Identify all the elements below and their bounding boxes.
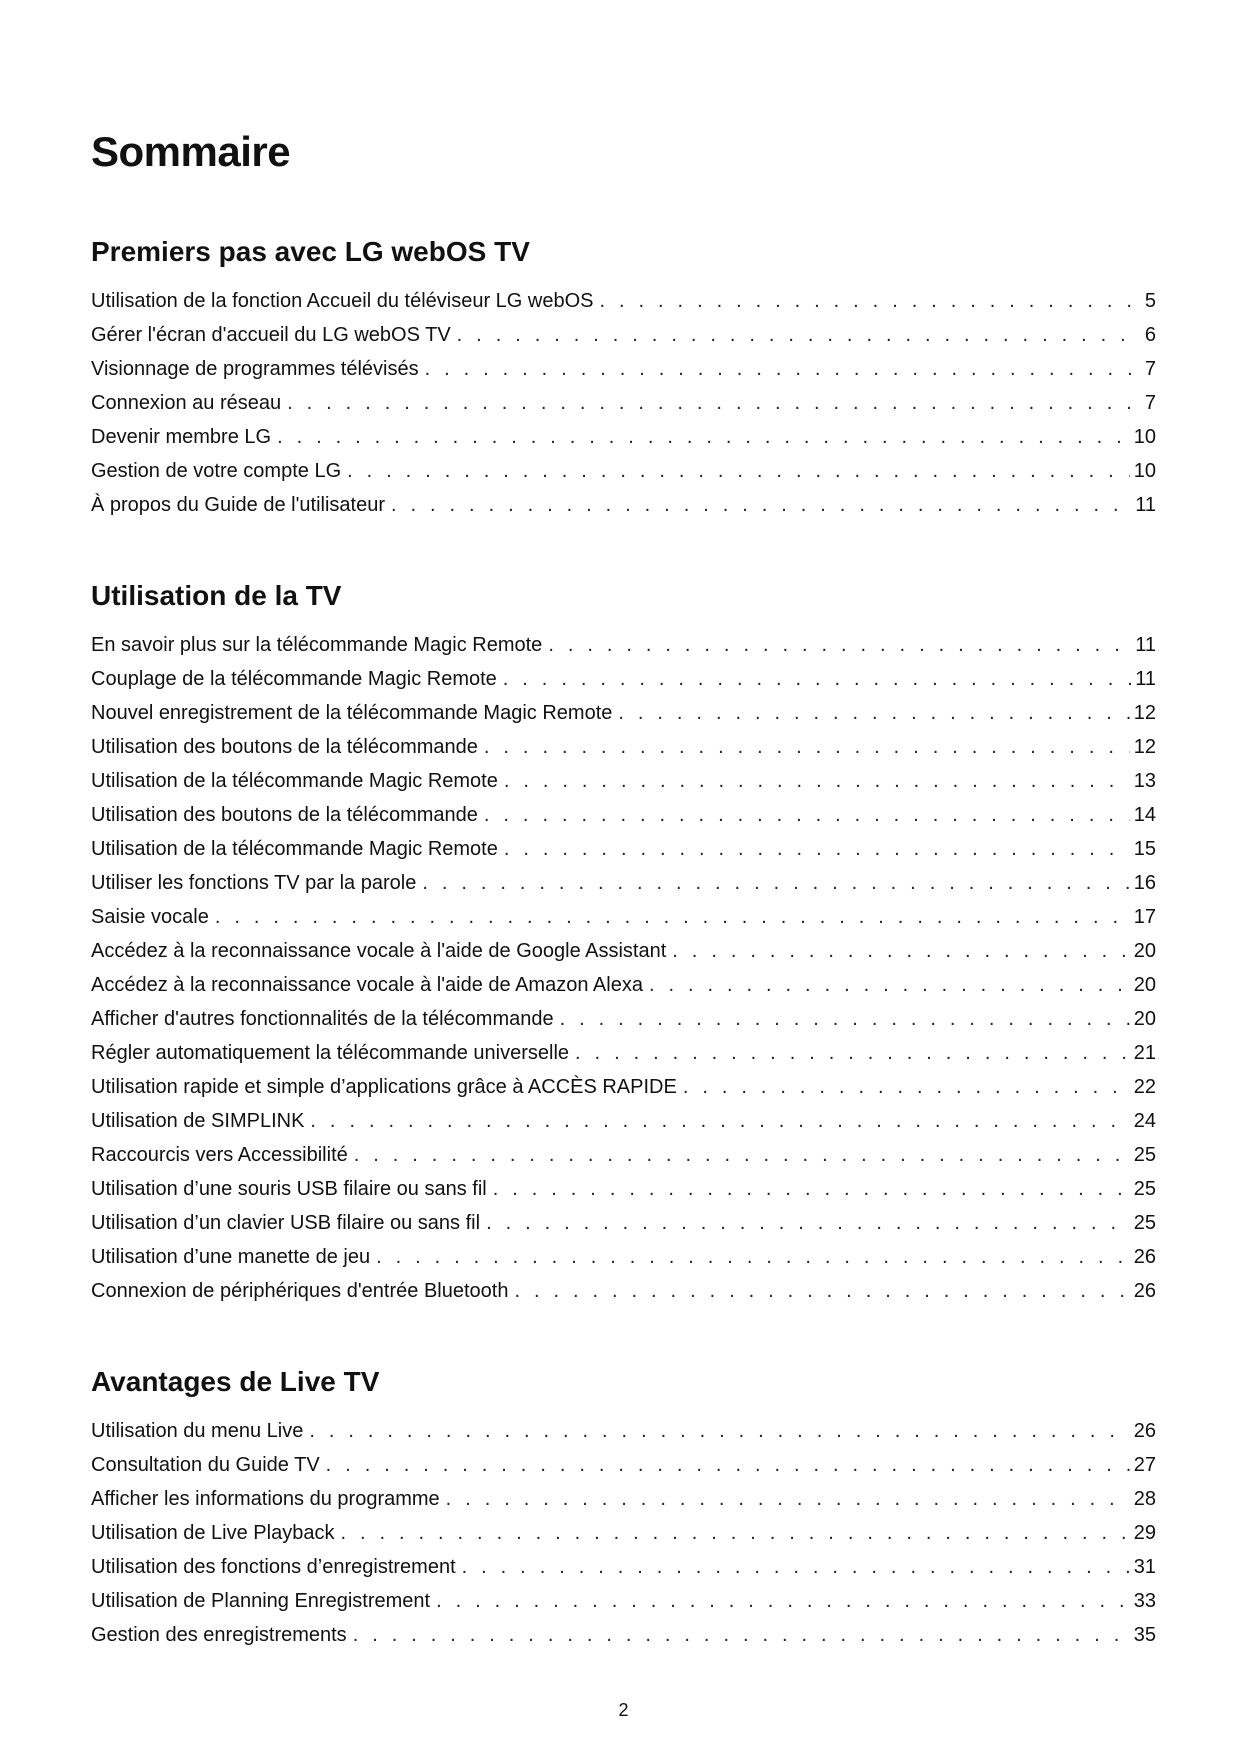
toc-entry-page: 20 (1133, 940, 1156, 962)
toc-entry-page: 12 (1133, 736, 1156, 758)
toc-entry-label: Utilisation rapide et simple d’applications grâce à ACCÈS RAPIDE (91, 1076, 677, 1098)
dot-leader (425, 352, 1141, 386)
toc-entry[interactable] (91, 628, 1156, 662)
dot-leader (560, 1002, 1130, 1036)
toc-entry[interactable] (91, 1138, 1156, 1172)
toc-entry[interactable] (91, 488, 1156, 522)
toc-entry[interactable] (91, 1240, 1156, 1274)
toc-entry-page: 26 (1133, 1280, 1156, 1302)
toc-entry-page: 35 (1133, 1624, 1156, 1646)
toc-entry-label: En savoir plus sur la télécommande Magic Remote (91, 634, 543, 656)
toc-entry[interactable] (91, 1206, 1156, 1240)
toc-entry[interactable] (91, 934, 1156, 968)
dot-leader (347, 454, 1130, 488)
toc-entry-page: 26 (1133, 1420, 1156, 1442)
dot-leader (277, 420, 1130, 454)
dot-leader (575, 1036, 1130, 1070)
toc-section (91, 1362, 1156, 1652)
toc-entry-label: Visionnage de programmes télévisés (91, 358, 419, 380)
toc-entry-page: 16 (1133, 872, 1156, 894)
toc-entry[interactable] (91, 1104, 1156, 1138)
section-heading: Utilisation de la TV (91, 580, 342, 611)
dot-leader (340, 1516, 1129, 1550)
toc-entry[interactable] (91, 798, 1156, 832)
toc-entry-label: À propos du Guide de l'utilisateur (91, 494, 385, 516)
toc-entry[interactable] (91, 730, 1156, 764)
toc-entry-page: 20 (1133, 974, 1156, 996)
toc-entry-page: 20 (1133, 1008, 1156, 1030)
toc-entry-page: 25 (1133, 1178, 1156, 1200)
dot-leader (514, 1274, 1129, 1308)
dot-leader (446, 1482, 1130, 1516)
toc-entry-page: 7 (1144, 358, 1156, 380)
toc-entry[interactable] (91, 352, 1156, 386)
toc-entry[interactable] (91, 1036, 1156, 1070)
toc-entry[interactable] (91, 968, 1156, 1002)
toc-list (91, 1414, 1156, 1652)
toc-entry[interactable] (91, 866, 1156, 900)
toc-entry-page: 13 (1133, 770, 1156, 792)
toc-section (91, 232, 1156, 522)
dot-leader (504, 764, 1130, 798)
dot-leader (354, 1138, 1130, 1172)
toc-entry[interactable] (91, 1482, 1156, 1516)
toc-entry-page: 28 (1133, 1488, 1156, 1510)
dot-leader (422, 866, 1129, 900)
toc-entry-label: Connexion de périphériques d'entrée Bluetooth (91, 1280, 509, 1302)
toc-entry-label: Utilisation des boutons de la télécommande (91, 736, 478, 758)
toc-entry[interactable] (91, 832, 1156, 866)
dot-leader (376, 1240, 1130, 1274)
dot-leader (600, 284, 1141, 318)
toc-entry-label: Afficher les informations du programme (91, 1488, 440, 1510)
toc-entry-page: 10 (1133, 460, 1156, 482)
toc-entry[interactable] (91, 318, 1156, 352)
dot-leader (215, 900, 1130, 934)
toc-entry[interactable] (91, 662, 1156, 696)
dot-leader (649, 968, 1130, 1002)
toc-entry-label: Utilisation de Planning Enregistrement (91, 1590, 431, 1612)
toc-entry-label: Nouvel enregistrement de la télécommande Magic Remote (91, 702, 613, 724)
toc-entry-page: 22 (1133, 1076, 1156, 1098)
toc-entry[interactable] (91, 1516, 1156, 1550)
toc-entry-label: Utilisation du menu Live (91, 1420, 304, 1442)
toc-entry-label: Gérer l'écran d'accueil du LG webOS TV (91, 324, 451, 346)
dot-leader (457, 318, 1141, 352)
toc-entry[interactable] (91, 1550, 1156, 1584)
toc-entry[interactable] (91, 386, 1156, 420)
toc-entry[interactable] (91, 1172, 1156, 1206)
dot-leader (436, 1584, 1130, 1618)
toc-entry[interactable] (91, 696, 1156, 730)
toc-entry-page: 7 (1144, 392, 1156, 414)
dot-leader (618, 696, 1129, 730)
toc-entry[interactable] (91, 1274, 1156, 1308)
toc-entry-page: 10 (1133, 426, 1156, 448)
toc-entry-label: Utilisation d’une souris USB filaire ou sans fil (91, 1178, 487, 1200)
toc-entry-page: 31 (1133, 1556, 1156, 1578)
toc-entry-page: 25 (1133, 1212, 1156, 1234)
dot-leader (309, 1414, 1129, 1448)
section-heading: Avantages de Live TV (91, 1366, 380, 1397)
toc-entry-label: Utilisation de Live Playback (91, 1522, 335, 1544)
dot-leader (310, 1104, 1129, 1138)
toc-entry-page: 33 (1133, 1590, 1156, 1612)
toc-entry[interactable] (91, 1618, 1156, 1652)
dot-leader (503, 662, 1131, 696)
toc-entry-label: Raccourcis vers Accessibilité (91, 1144, 348, 1166)
toc-entry-label: Régler automatiquement la télécommande universelle (91, 1042, 570, 1064)
toc-entry-page: 5 (1144, 290, 1156, 312)
dot-leader (672, 934, 1129, 968)
toc-entry[interactable] (91, 1448, 1156, 1482)
toc-list (91, 628, 1156, 1308)
toc-entry-page: 27 (1133, 1454, 1156, 1476)
dot-leader (484, 798, 1130, 832)
dot-leader (326, 1448, 1130, 1482)
toc-entry-page: 14 (1133, 804, 1156, 826)
toc-entry-label: Utilisation de SIMPLINK (91, 1110, 305, 1132)
toc-entry[interactable] (91, 1414, 1156, 1448)
toc-entry-label: Accédez à la reconnaissance vocale à l'aide de Google Assistant (91, 940, 667, 962)
toc-entry[interactable] (91, 764, 1156, 798)
toc-entry-label: Connexion au réseau (91, 392, 282, 414)
toc-entry[interactable] (91, 420, 1156, 454)
toc-entry-label: Utilisation de la télécommande Magic Remote (91, 770, 498, 792)
toc-list (91, 284, 1156, 522)
toc-entry-page: 11 (1135, 668, 1156, 690)
toc-entry-page: 26 (1133, 1246, 1156, 1268)
toc-entry-label: Utilisation de la télécommande Magic Remote (91, 838, 498, 860)
toc-entry-label: Consultation du Guide TV (91, 1454, 320, 1476)
toc-entry-label: Saisie vocale (91, 906, 209, 928)
toc-entry-label: Utilisation des fonctions d’enregistrement (91, 1556, 456, 1578)
toc-entry-label: Utiliser les fonctions TV par la parole (91, 872, 417, 894)
dot-leader (353, 1618, 1130, 1652)
toc-entry-page: 29 (1133, 1522, 1156, 1544)
toc-entry[interactable] (91, 1584, 1156, 1618)
toc-entry-page: 24 (1133, 1110, 1156, 1132)
document-page (91, 0, 1156, 1755)
dot-leader (391, 488, 1131, 522)
toc-entry-page: 11 (1135, 634, 1156, 656)
toc-section (91, 576, 1156, 1308)
dot-leader (548, 628, 1131, 662)
toc-entry-label: Utilisation d’une manette de jeu (91, 1246, 371, 1268)
toc-entry-label: Devenir membre LG (91, 426, 272, 448)
dot-leader (287, 386, 1141, 420)
dot-leader (462, 1550, 1130, 1584)
toc-entry[interactable] (91, 1002, 1156, 1036)
section-heading: Premiers pas avec LG webOS TV (91, 236, 530, 267)
toc-entry-label: Utilisation de la fonction Accueil du téléviseur LG webOS (91, 290, 594, 312)
toc-entry[interactable] (91, 454, 1156, 488)
toc-entry-label: Accédez à la reconnaissance vocale à l'aide de Amazon Alexa (91, 974, 643, 996)
toc-entry-page: 12 (1133, 702, 1156, 724)
toc-entry-label: Utilisation d’un clavier USB filaire ou sans fil (91, 1212, 481, 1234)
toc-entry-label: Afficher d'autres fonctionnalités de la télécommande (91, 1008, 554, 1030)
toc-entry-page: 15 (1133, 838, 1156, 860)
dot-leader (493, 1172, 1130, 1206)
dot-leader (486, 1206, 1130, 1240)
toc-entry-label: Couplage de la télécommande Magic Remote (91, 668, 497, 690)
toc-entry-label: Gestion des enregistrements (91, 1624, 347, 1646)
page-number: 2 (618, 1700, 629, 1720)
toc-entry[interactable] (91, 284, 1156, 318)
toc-entry[interactable] (91, 1070, 1156, 1104)
dot-leader (504, 832, 1130, 866)
toc-entry-label: Utilisation des boutons de la télécommande (91, 804, 478, 826)
toc-entry-page: 21 (1133, 1042, 1156, 1064)
toc-entry-page: 25 (1133, 1144, 1156, 1166)
toc-entry-label: Gestion de votre compte LG (91, 460, 342, 482)
dot-leader (484, 730, 1130, 764)
toc-entry[interactable] (91, 900, 1156, 934)
toc-entry-page: 6 (1144, 324, 1156, 346)
toc-entry-page: 11 (1135, 494, 1156, 516)
page-title: Sommaire (91, 128, 291, 175)
dot-leader (683, 1070, 1130, 1104)
toc-entry-page: 17 (1133, 906, 1156, 928)
